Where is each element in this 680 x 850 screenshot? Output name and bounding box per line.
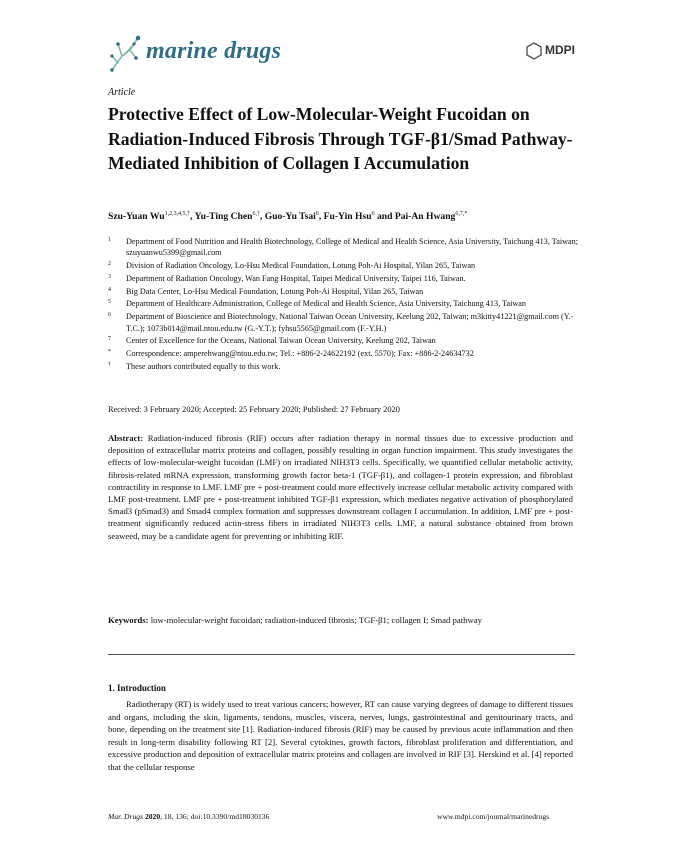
intro-paragraph: Radiotherapy (RT) is widely used to treat various cancers; however, RT can cause varying degrees of damage to different tissues and organs, including the skin, ligaments, tendons, muscles, viscera, nerves, lungs, gastrointestinal and genitourinary tracts, and bone, depending on the treatment site [1]. Radiation-induced fibrosis (RIF) may be caused by previous acute inflammation and then result in long-term disability following RT [2]. Several cytokines, growth factors, fibroblast proliferation and differentiation, and excessive production and deposition of extracellular matrix proteins and collagen are involved in RIF [3]. Herskind et al. [4] reported that the cellular response — [108, 699, 573, 772]
affiliation-text: Department of Radiation Oncology, Wan Fang Hospital, Taipei Medical University, Taipei 116, Taiwan. — [126, 273, 466, 283]
author-separator: , — [190, 211, 195, 223]
affiliation-text: Big Data Center, Lo-Hsu Medical Foundation, Lotung Poh-Ai Hospital, Yilan 265, Taiwan — [126, 286, 424, 296]
equal-contribution-note — [108, 361, 578, 372]
article-type: Article — [108, 87, 136, 98]
affiliation-item — [108, 311, 578, 334]
equal-contribution-text: These authors contributed equally to this work. — [126, 361, 281, 371]
keywords-label: Keywords: — [108, 615, 149, 625]
affiliation-text: Division of Radiation Oncology, Lo-Hsu Medical Foundation, Lotung Poh-Ai Hospital, Yilan 265, Taiwan — [126, 261, 476, 271]
author-affiliation-marks: 6 — [315, 211, 319, 217]
article-title: Protective Effect of Low-Molecular-Weight Fucoidan on Radiation-Induced Fibrosis Through TGF-β1/Smad Pathway-Mediated Inhibition of Collagen I Accumulation — [108, 104, 573, 173]
author-separator: , — [318, 211, 324, 223]
affiliation-item — [108, 273, 578, 284]
author-list — [108, 211, 578, 222]
affiliation-item — [108, 260, 578, 271]
abstract — [108, 432, 573, 542]
journal-logo[interactable] — [108, 30, 308, 76]
author-name[interactable]: Pai-An Hwang — [394, 211, 456, 223]
section-heading: 1. Introduction — [108, 683, 166, 693]
footer-journal-url[interactable]: www.mdpi.com/journal/marinedrugs — [437, 812, 550, 821]
correspondence-item — [108, 348, 578, 359]
marine-drugs-logo-icon — [108, 30, 144, 74]
affiliation-text: Department of Healthcare Administration, College of Medical and Health Science, Asia University, Taichung 413, Taiwan — [126, 299, 526, 309]
author-name[interactable]: Fu-Yin Hsu — [323, 211, 372, 223]
affiliation-item — [108, 236, 578, 259]
affiliation-mark: 4 — [108, 286, 111, 293]
abstract-label: Abstract: — [108, 433, 144, 443]
keywords — [108, 614, 573, 627]
abstract-text: Radiation-induced fibrosis (RIF) occurs after radiation therapy in normal tissues due to excessive production and deposition of extracellular matrix proteins and collagen, possibly resulting in organ function impairment. This study investigates the effects of low-molecular-weight fucoidan (LMF) on irradiated NIH3T3 cells. Specifically, we quantified cellular metabolic activity, fibrosis-related mRNA expression, transforming growth factor beta-1 (TGF-β1), and collagen-1 protein expression, and fibroblast contractility in response to LMF. LMF pre + post-treatment could more effectively increase cellular metabolic activity compared with LMF post-treatment. LMF pre + post-treatment inhibited TGF-β1 expression, which mediates negative activation of phosphorylated Smad3 (pSmad3) and Smad4 complex formation and suppresses downstream collagen I accumulation. In addition, LMF pre + post-treatment significantly reduced actin-stress fibers in irradiated NIH3T3 cells. LMF, a natural substance obtained from brown seaweed, may be a candidate agent for preventing or inhibiting RIF. — [108, 433, 574, 541]
affiliation-list — [108, 236, 578, 372]
footer-citation-rest[interactable]: , 18, 136; doi:10.3390/md18030136 — [160, 812, 270, 821]
footer-year: 2020 — [144, 812, 161, 821]
author-name[interactable]: Yu-Ting Chen — [194, 211, 253, 223]
author-name[interactable]: Szu-Yuan Wu — [108, 211, 165, 223]
author-separator: , — [259, 211, 265, 223]
publication-dates: Received: 3 February 2020; Accepted: 25 February 2020; Published: 27 February 2020 — [108, 405, 400, 414]
affiliation-mark: 2 — [108, 261, 111, 268]
affiliation-mark: 3 — [108, 273, 111, 280]
affiliation-text: Department of Food Nutrition and Health Biotechnology, College of Medical and Health Science, Asia University, Taichung 413, Taiwan; szuyuanwu5399@gmail.com — [126, 237, 579, 258]
mdpi-logo-icon — [525, 42, 543, 60]
affiliation-item — [108, 286, 578, 297]
affiliation-mark: 5 — [108, 299, 111, 306]
affiliation-item — [108, 335, 578, 346]
mdpi-logo-text: MDPI — [545, 43, 575, 57]
affiliation-mark: 7 — [108, 336, 111, 343]
section-divider — [108, 654, 575, 655]
footer-journal-abbrev: Mar. Drugs — [108, 812, 144, 821]
author-name[interactable]: Guo-Yu Tsai — [264, 211, 316, 223]
author-affiliation-marks: 6,7,* — [455, 211, 468, 217]
affiliation-item — [108, 298, 578, 309]
affiliation-mark: * — [108, 349, 111, 356]
affiliation-text: Center of Excellence for the Oceans, National Taiwan Ocean University, Keelung 202, Taiwan — [126, 336, 436, 346]
affiliation-text: Department of Bioscience and Biotechnology, National Taiwan Ocean University, Keelung 202, Taiwan; m3kitty41221@gmail.com (Y.-T.C.); 1073b014@mail.ntou.edu.tw (G.-Y.T.); fyhsu5565@gmail.com (F.-Y.H.) — [126, 312, 574, 333]
author-affiliation-marks: 1,2,3,4,5,† — [164, 211, 191, 217]
author-affiliation-marks: 6 — [371, 211, 375, 217]
affiliation-mark: † — [108, 361, 111, 368]
correspondence-text[interactable]: Correspondence: amperehwang@ntou.edu.tw; Tel.: +886-2-24622192 (ext. 5570); Fax: +886-2-24634732 — [126, 349, 474, 359]
author-affiliation-marks: 6,† — [252, 211, 260, 217]
author-separator: and — [374, 211, 395, 223]
affiliation-mark: 1 — [108, 237, 111, 243]
footer-citation — [108, 812, 269, 821]
journal-name: marine drugs — [146, 38, 282, 64]
affiliation-mark: 6 — [108, 312, 111, 319]
keywords-text: low-molecular-weight fucoidan; radiation-induced fibrosis; TGF-β1; collagen I; Smad pathway — [150, 615, 482, 625]
